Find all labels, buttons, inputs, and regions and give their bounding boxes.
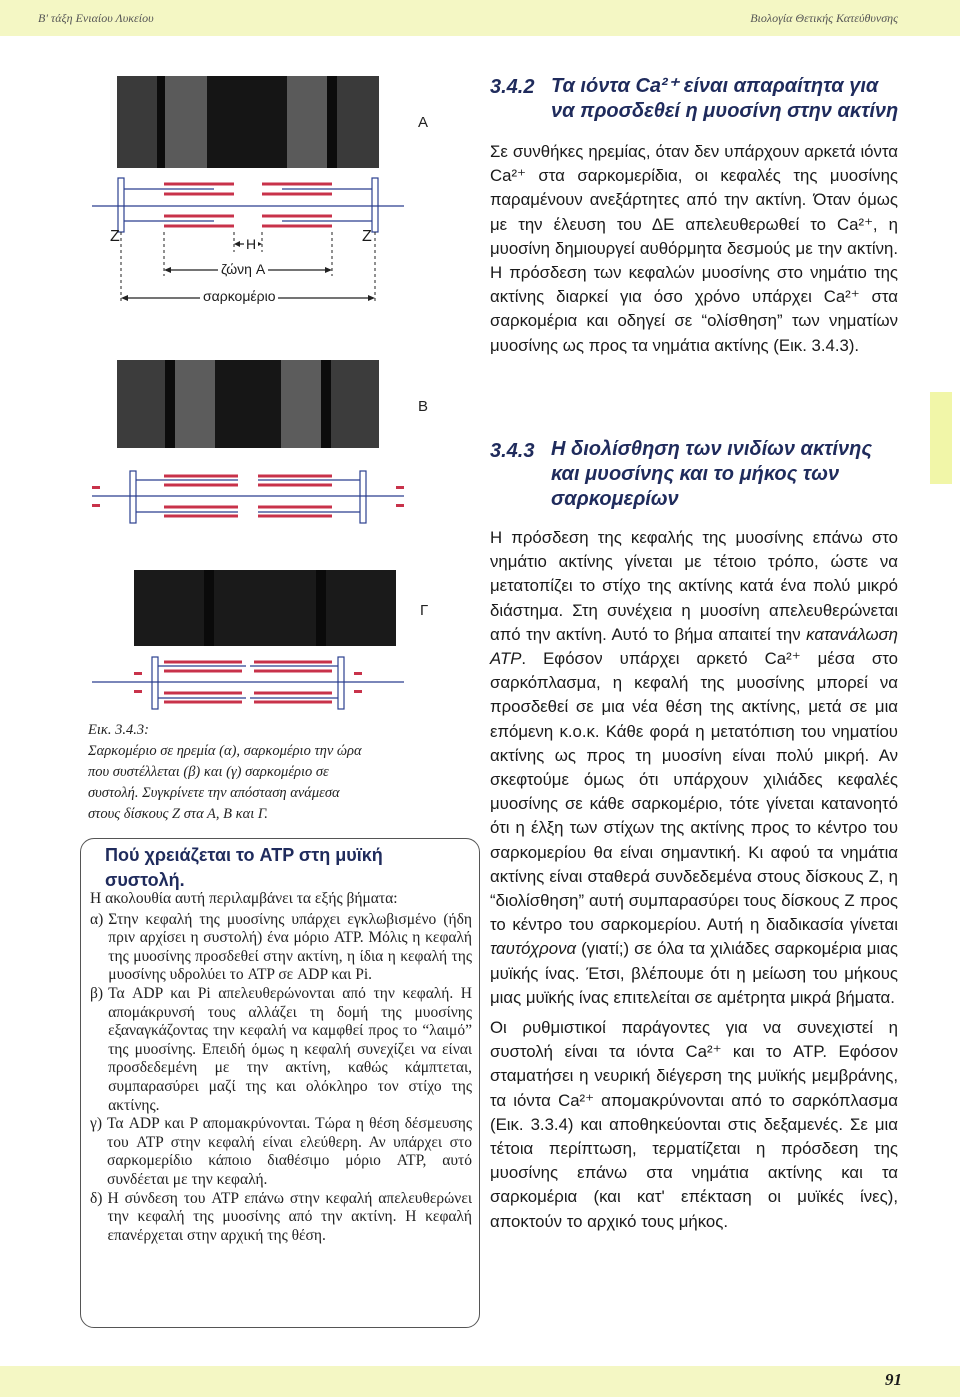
atp-step-text: Στην κεφαλή της μυοσίνης υπάρχει εγκλωβισμένο (ήδη πριν αρχίσει η συστολή) ένα μόριο ATP. Μόλις η κεφαλή της μυοσίνης προσδεθεί στην ακτίνη, η ίδια η κεφαλή της μυοσίνης υδρολύει το ATP σε ADP και Pi. bbox=[108, 910, 472, 984]
section-342-number: 3.4.2 bbox=[490, 76, 535, 98]
atp-step-label: γ) bbox=[90, 1115, 103, 1133]
label-h-zone: H bbox=[246, 236, 257, 252]
section-342-title bbox=[551, 74, 911, 124]
sarcomere-diagram-b bbox=[88, 468, 408, 528]
section-343-title-line: σαρκομερίων bbox=[551, 488, 679, 510]
caption-line: στους δίσκους Ζ στα Α, Β και Γ. bbox=[88, 806, 268, 822]
panel-label-b: B bbox=[418, 398, 429, 415]
footer-band bbox=[0, 1366, 960, 1397]
emphasis-atp-consumption: κατανάλωση ATP bbox=[490, 624, 898, 669]
panel-label-c: Γ bbox=[420, 602, 429, 619]
section-342-title-line: να προσδεθεί η μυοσίνη στην ακτίνη bbox=[551, 100, 899, 122]
atp-step-text: Τα ADP και Pi απελευθερώνονται από την κεφαλή. Η απομάκρυνσή τους αλλάζει τη δομή της μυοσίνης εξαναγκάζοντας την κεφαλή να καμφθεί προς το “λαιμό” της μυοσίνης. Επειδή όμως η κεφαλή συνεχίζει να είναι προσδεδεμένη με την ακτίνη, καθώς κάμπτεται, συμπαρασύρει μαζί της και ολόκληρο τον στίχο της ακτίνης. bbox=[108, 984, 472, 1114]
atp-step-text: Η σύνδεση του ATP επάνω στην κεφαλή απελευθερώνει την κεφαλή της μυοσίνης από την ακτίνη. Η κεφαλή επανέρχεται στην αρχική της θέση. bbox=[107, 1189, 472, 1244]
section-343-paragraph-1 bbox=[490, 526, 898, 1010]
chapter-side-tab bbox=[930, 392, 952, 484]
section-342-paragraph: Σε συνθήκες ηρεμίας, όταν δεν υπάρχουν αρκετά ιόντα Ca²⁺ στα σαρκομερίδια, οι κεφαλές της μυοσίνης παραμένουν ανεξάρτητες από την ακτίνη. Όταν όμως με την έλευση του ΔΕ απελευθερωθεί το Ca²⁺, η μυοσίνη δημιουργεί αυθόρμητα δεσμούς με την ακτίνη. Η πρόσδεση των κεφαλών μυοσίνης στο νημάτιο της ακτίνης διαρκεί για όσο χρόνο υπάρχει Ca²⁺ στα σαρκομέρια και οδηγεί σε “ολίσθηση” των νηματίων μυοσίνης ως προς τα νημάτια ακτίνης (Εικ. 3.4.3). bbox=[490, 142, 898, 355]
atp-step bbox=[90, 911, 472, 985]
caption-line: που συστέλλεται (β) και (γ) σαρκομέριο σε bbox=[88, 764, 329, 780]
caption-line: Σαρκομέριο σε ηρεμία (α), σαρκομέριο την ώρα bbox=[88, 743, 362, 759]
header-course: Β' τάξη Ενιαίου Λυκείου bbox=[38, 11, 154, 25]
figure-caption bbox=[88, 720, 433, 825]
atp-intro: Η ακολουθία αυτή περιλαμβάνει τα εξής βήματα: bbox=[90, 890, 398, 907]
atp-step-label: β) bbox=[90, 984, 104, 1002]
text-run: Η πρόσδεση της κεφαλής της μυοσίνης επάνω στο νημάτιο ακτίνης γίνεται με τέτοιο τρόπο, ώστε να μετατοπίζει το στίχο της ακτίνης κατά ένα πολύ μικρό διάστημα. Στη συνέχεια η μυοσίνη απελευθερώνεται από την ακτίνη. Αυτό το βήμα απαιτεί την bbox=[490, 528, 898, 644]
caption-line: συστολή. Συγκρίνετε την απόσταση ανάμεσα bbox=[88, 785, 340, 801]
micrograph-c bbox=[134, 570, 396, 646]
atp-box-title: Πού χρειάζεται το ATP στη μυϊκή συστολή. bbox=[105, 845, 383, 890]
micrograph-a bbox=[117, 76, 379, 168]
text-run: . Εφόσον υπάρχει αρκετό Ca²⁺ μέσα στο σαρκόπλασμα, η κεφαλή της μυοσίνης μπορεί να προσδεθεί σε μια νέα θέση της ακτίνης, μετά σε μια επόμενη κ.ο.κ. Κάθε φορά η μετατόπιση του νηματίου ακτίνης ως προς τη μυοσίνη είναι πολύ μικρή. Αν σκεφτούμε όμως ότι υπάρχουν χιλιάδες κεφαλές μυοσίνης σε κάθε σαρκομέριο, τότε γίνεται κατανοητό ότι η έλξη των στίχων της ακτίνης προς το κέντρο του σαρκομερίου θα είναι σημαντική. Κι αφού τα νημάτια ακτίνης είναι σταθερά συνδεδεμένα στους δίσκους Ζ, η “διολίσθηση” αυτή συμπαρασύρει τους δίσκους Ζ προς το κέντρο του σαρκομερίου. Αυτή η διαδικασία γίνεται bbox=[490, 649, 898, 935]
section-343-number: 3.4.3 bbox=[490, 440, 535, 462]
label-sarcomere: σαρκομέριο bbox=[200, 288, 278, 304]
page-number: 91 bbox=[885, 1370, 902, 1389]
section-343-title bbox=[551, 437, 911, 512]
caption-line: Εικ. 3.4.3: bbox=[88, 722, 149, 738]
label-z-right: Z bbox=[362, 228, 372, 245]
atp-step-label: α) bbox=[90, 910, 104, 928]
section-343-paragraph-2: Οι ρυθμιστικοί παράγοντες για να συνεχιστεί η συστολή είναι τα ιόντα Ca²⁺ και το ATP. Εφόσον σταματήσει η νευρική διέγερση της μυϊκής μεμβράνης, τα ιόντα Ca²⁺ απομακρύνονται από το σαρκόπλασμα (Εικ. 3.3.4) και αποθηκεύονται στις δεξαμενές. Σε μια τέτοια περίπτωση, τερματίζεται η πρόσδεση της μυοσίνης επάνω στα νημάτια ακτίνης και τα σαρκομέρια (και κατ' επέκταση οι μυϊκές ίνες), αποκτούν το αρχικό τους μήκος. bbox=[490, 1018, 898, 1231]
header-subject: Βιολογία Θετικής Κατεύθυνσης bbox=[750, 11, 898, 25]
emphasis-simultaneously: ταυτόχρονα bbox=[490, 939, 577, 959]
text-run: (γιατί;) σε όλα τα χιλιάδες σαρκομέρια μιας μυϊκής ίνας. Έτσι, βλέπουμε ότι η μείωση του μήκους μιας μυϊκής ίνας επιτελείται σε αμέτρητα μικρά βήματα. bbox=[490, 939, 898, 1007]
atp-box-text bbox=[90, 890, 472, 1245]
atp-step bbox=[90, 1190, 472, 1246]
atp-step-text: Τα ADP και P απομακρύνονται. Τώρα η θέση δέσμευσης του ATP στην κεφαλή είναι ελεύθερη. Αν υπάρχει στο σαρκομερίδιο κάποιο διαθέσιμο μόριο ATP, αυτό συνδέεται με την κεφαλή. bbox=[107, 1115, 472, 1188]
atp-step bbox=[90, 1115, 472, 1189]
label-zone-a: ζώνη A bbox=[218, 261, 268, 277]
section-343-title-line: και μυοσίνης και το μήκος των bbox=[551, 463, 840, 485]
section-342-title-line: Τα ιόντα Ca²⁺ είναι απαραίτητα για bbox=[551, 75, 879, 97]
micrograph-b bbox=[117, 360, 379, 448]
section-342-body bbox=[490, 140, 898, 358]
section-343-title-line: Η διολίσθηση των ινιδίων ακτίνης bbox=[551, 438, 872, 460]
sarcomere-diagram-c bbox=[88, 654, 408, 714]
label-z-left: Z bbox=[110, 228, 120, 245]
atp-step-label: δ) bbox=[90, 1189, 103, 1207]
panel-label-a: A bbox=[418, 114, 429, 131]
atp-step bbox=[90, 985, 472, 1115]
section-343-body bbox=[490, 526, 898, 1234]
